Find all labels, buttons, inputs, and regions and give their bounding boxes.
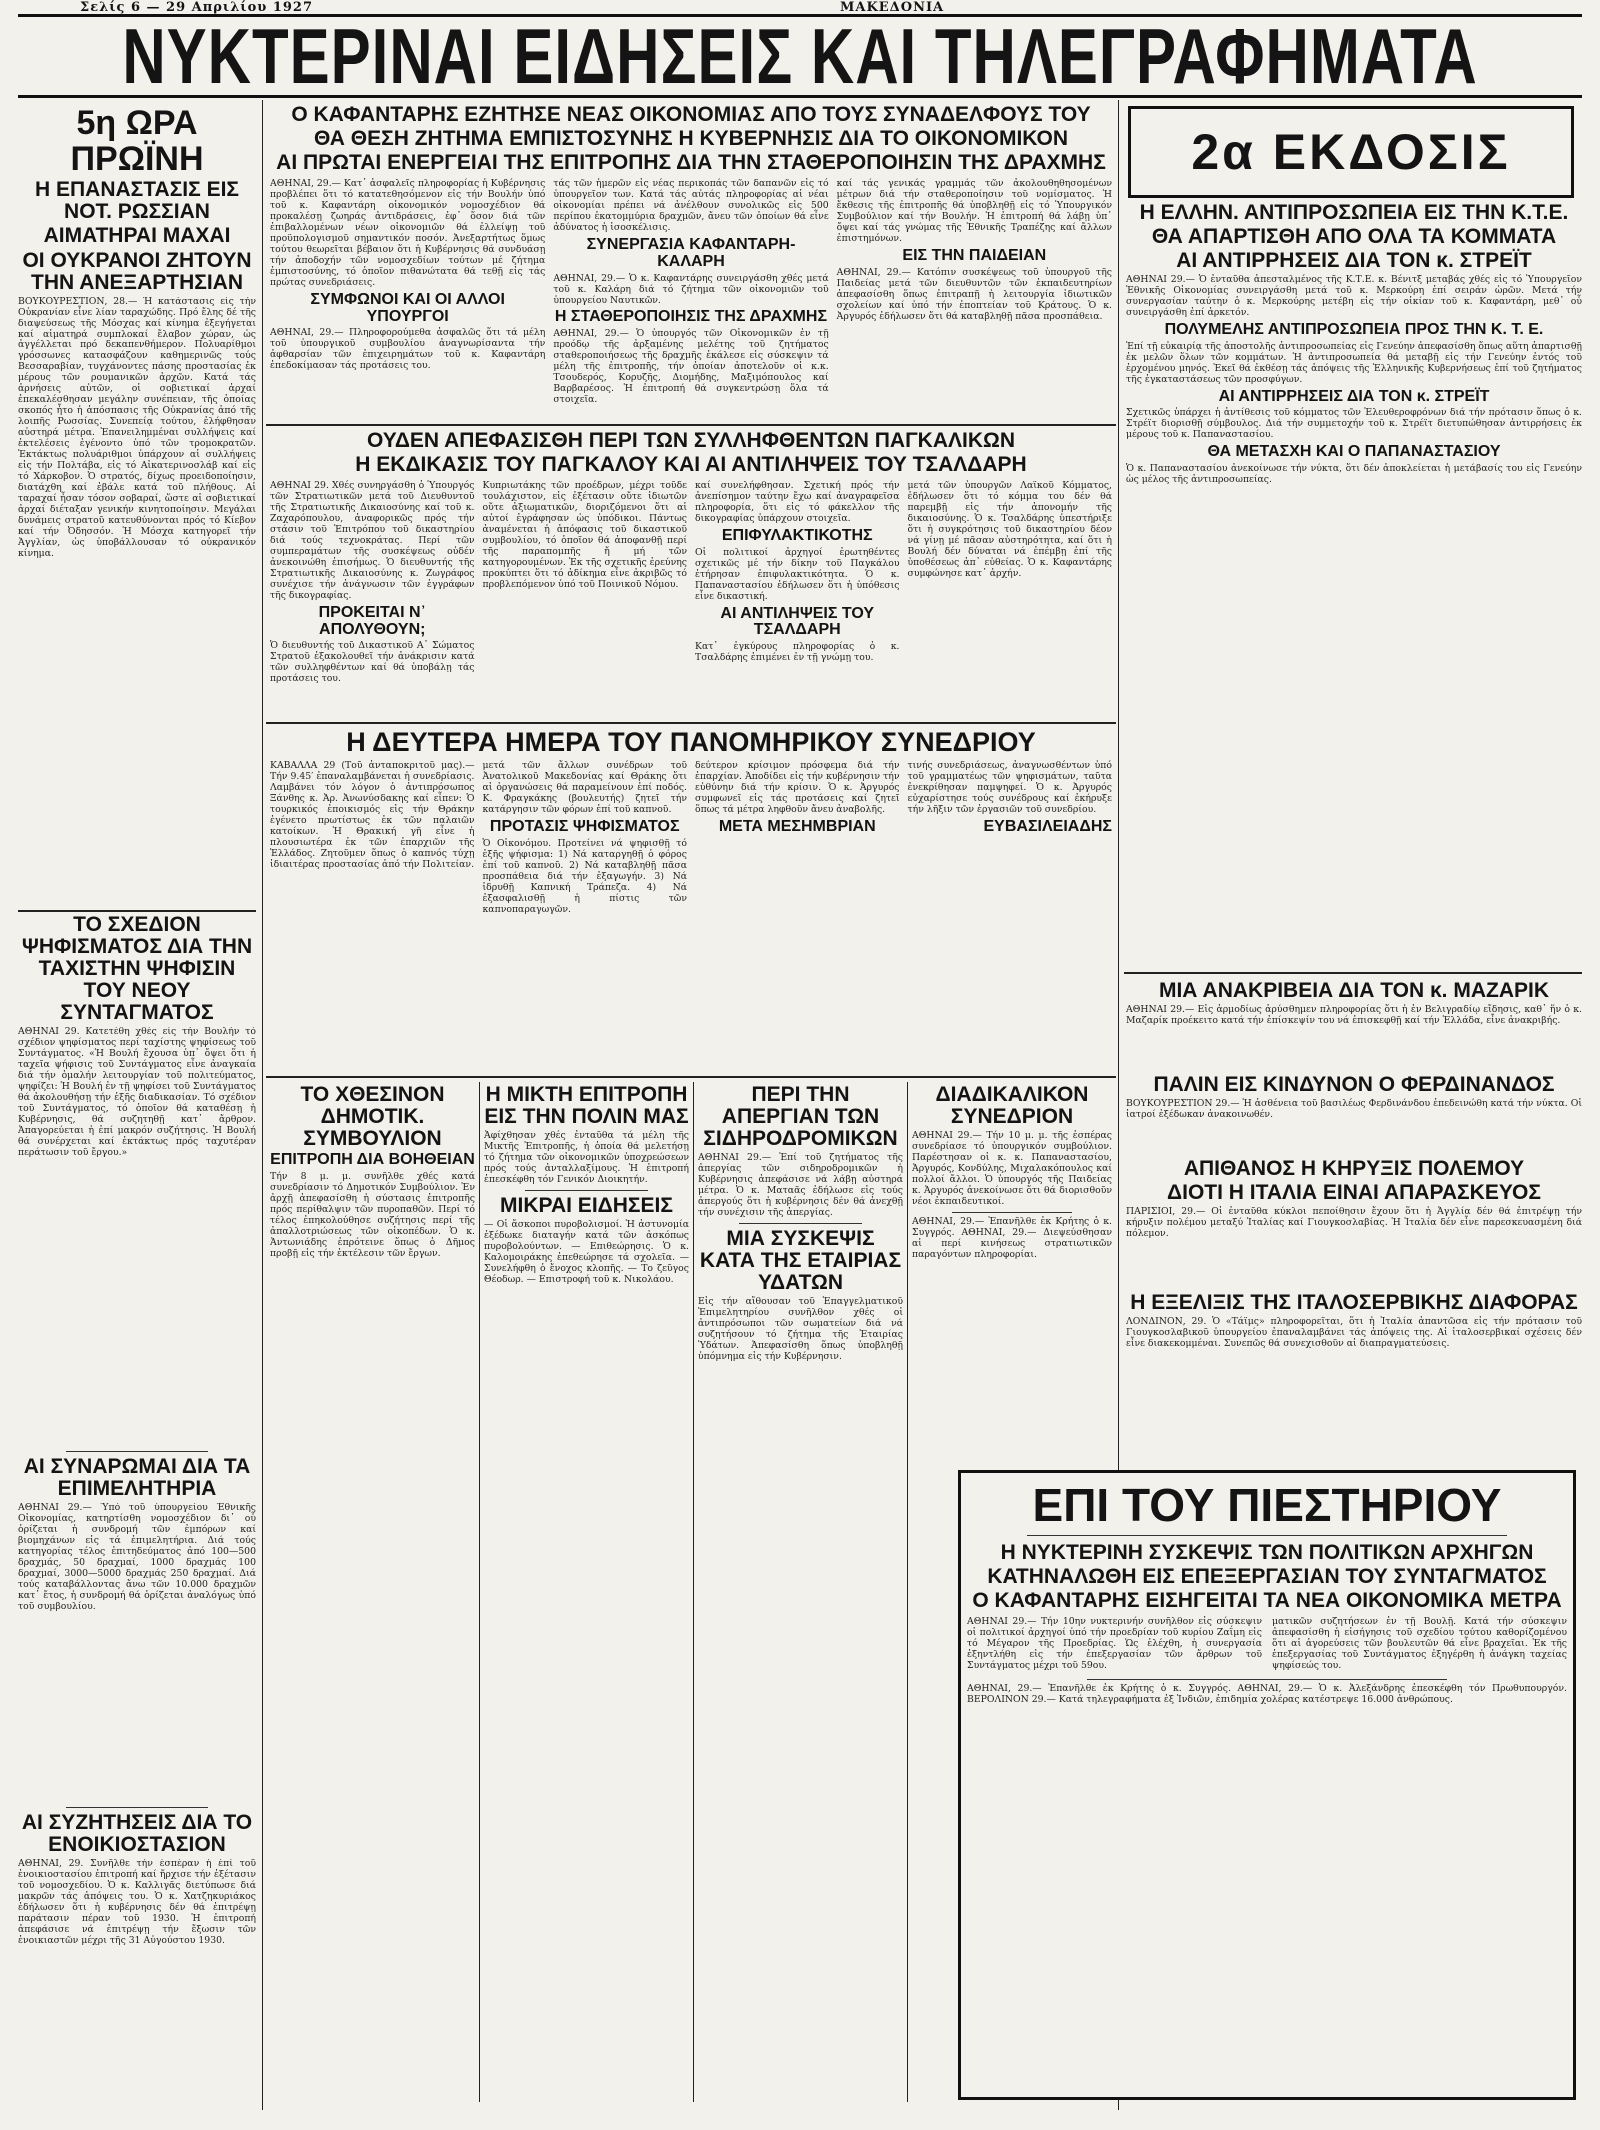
pangalos-col3: καί συνελήφθησαν. Σχετική πρός τήν ἀνεπίσημον ταύτην ἔχω καί ἀναγραφεῖσα πληροφορία, ὅτι εἰς τό φάκελλον τῆς δικογραφίας ὑπάρχουν στοιχεῖα.	[695, 480, 900, 524]
joint-title: Η ΜΙΚΤΗ ΕΠΙΤΡΟΠΗ ΕΙΣ ΤΗΝ ΠΟΛΙΝ ΜΑΣ	[484, 1083, 689, 1129]
press-box	[958, 1470, 1576, 2100]
courts-text-2: ΑΘΗΝΑΙ, 29.— Ἐπανῆλθε ἐκ Κρήτης ὁ κ. Συγγρός. ΑΘΗΝΑΙ, 29.— Διεψεύσθησαν αἱ περί κινήσεως στρατιωτικῶν παραγόντων πληροφορίαι.	[912, 1215, 1112, 1260]
economy-sub1: ΣΥΜΦΩΝΟΙ ΚΑΙ ΟΙ ΑΛΛΟΙ ΥΠΟΥΡΓΟΙ	[310, 290, 505, 325]
municipal-article	[270, 1082, 475, 2102]
economy-col1b: ΑΘΗΝΑΙ, 29.— Πληροφορούμεθα ἀσφαλῶς ὅτι τά μέλη τοῦ ὑπουργικοῦ συμβουλίου ἀναγνωρίσαντα τήν ἀφθαρσίαν τῶν ἐπιχειρημάτων τοῦ κ. Καφαντάρη ἐπεδοκίμασαν τάς προτάσεις του.	[270, 327, 546, 372]
pangalos-article	[270, 428, 1112, 718]
section-rule	[1124, 972, 1582, 974]
column-divider	[479, 1082, 480, 2102]
municipal-title: ΤΟ ΧΘΕΣΙΝΟΝ ΔΗΜΟΤΙΚ. ΣΥΜΒΟΥΛΙΟΝ	[300, 1083, 445, 1151]
economy-headline-3: ΑΙ ΠΡΩΤΑΙ ΕΝΕΡΓΕΙΑΙ ΤΗΣ ΕΠΙΤΡΟΠΗΣ ΔΙΑ ΤΗΝ ΣΤΑΘΕΡΟΠΟΙΗΣΙΝ ΤΗΣ ΔΡΑΧΜΗΣ	[276, 151, 1106, 175]
press-headline-1: Η ΝΥΚΤΕΡΙΝΗ ΣΥΣΚΕΨΙΣ ΤΩΝ ΠΟΛΙΤΙΚΩΝ ΑΡΧΗΓΩΝ	[1000, 1541, 1534, 1565]
ferdinand-title: ΠΑΛΙΝ ΕΙΣ ΚΙΝΔΥΝΟΝ Ο ΦΕΡΔΙΝΑΝΔΟΣ	[1153, 1073, 1555, 1096]
russia-text: ΒΟΥΚΟΥΡΕΣΤΙΟΝ, 28.— Ἡ κατάστασις εἰς τήν Οὐκρανίαν εἶνε λίαν ταραχώδης. Πρό ἔλης δέ τῆς διαψεύσεως τῆς Μόσχας καί κίνημα ἐξεγήγεται καί αἱματηρά συμπλοκαί ἔλαβον χώραν, ὡς ἀγγέλλεται πρό δεκαπενθήμερον. Πολυαρίθμοι γρόσσωνες κατασφάζουν καθημερινῶς τούς Βεσσαραβίαν, τυγχάνοντες πάσης προστασίας ἐκ μέρους τῶν ρουμανικῶν ἀρχῶν. Κατά τάς ἀρνήσεις αὐτῶν, οἱ σοβιετικαί ἀρχαί ἐπεκαλέσθησαν μεγάλην συνέπειαν, τῆς ὁποίας σκοπός ἦτο ἡ ἀπόσπασις τῆς Οὐκρανίας ἀπό τῆς λοιπῆς Ρωσσίας. Συνεπείᾳ τούτου, ἐλήφθησαν αὐστηρά μέτρα. Ἐπανειλημμέναι συλλήψεις καί ἐκτελέσεις ἐγένοντο ὑπό τῶν τρομοκρατῶν. Ἐκτάκτως πολυάριθμοι ὑπάρχουν αἱ συλλήψεις εἰς τήν Πολτάβα, εἰς τό Αἰκατερινοσλάβ καί εἰς τό Χάρκοβον. Ὁ στρατός, δίχως προειδοποίησιν, διατάχθη καί ἐβάλε κατά τοῦ πλήθους. Αἱ ταραχαί ἦσαν τόσον σοβαραί, ὥστε αἱ σοβιετικαί ἀρχαί διέταξαν γενικήν κινητοποίησιν. Μεγάλαι δυνάμεις στρατοῦ κατευθύνονται πρός τό Κίεβον καί τήν Ὀδησσόν. Ἡ Μόσχα κατηγορεῖ τήν Ἀγγλίαν, ὡς ὑποβάλλουσαν τό οὐκρανικόν κίνημα.	[18, 296, 256, 559]
column-divider	[907, 1082, 908, 2102]
column-divider	[262, 100, 263, 2110]
strike-title: ΠΕΡΙ ΤΗΝ ΑΠΕΡΓΙΑΝ ΤΩΝ ΣΙΔΗΡΟΔΡΟΜΙΚΩΝ	[703, 1083, 898, 1151]
economy-sub2: ΣΥΝΕΡΓΑΣΙΑ ΚΑΦΑΝΤΑΡΗ-ΚΑΛΑΡΗ	[586, 235, 796, 270]
kte-headline-2: ΘΑ ΑΠΑΡΤΙΣΘΗ ΑΠΟ ΟΛΑ ΤΑ ΚΟΜΜΑΤΑ	[1151, 225, 1557, 249]
congress-col4: τινής συνεδριάσεως, ἀναγνωσθέντων ὑπό τοῦ γραμματέως τῶν ψηφισμάτων, ταῦτα ἐνεκρίθησαν παμψηφεί. Ὁ κ. Ἀργυρός εὐχαρίστησε τούς συνέδρους καί ἐκήρυξε τήν λῆξιν τῶν ἐργασιῶν τοῦ συνεδρίου.	[907, 760, 1112, 816]
kte-sub2: ΑΙ ΑΝΤΙΡΡΗΣΕΙΣ ΔΙΑ ΤΟΝ κ. ΣΤΡΕΪΤ	[1218, 387, 1490, 405]
kte-text-4: Ὁ κ. Παπαναστασίου ἀνεκοίνωσε τήν νύκτα, ὅτι δέν ἀποκλείεται ἡ μετάβασίς του εἰς Γενεύην ὡς μέλος τῆς ἀντιπροσωπείας.	[1126, 463, 1582, 486]
economy-headline-1: Ο ΚΑΦΑΝΤΑΡΗΣ ΕΖΗΤΗΣΕ ΝΕΑΣ ΟΙΚΟΝΟΜΙΑΣ ΑΠΟ ΤΟΥΣ ΣΥΝΑΔΕΛΦΟΥΣ ΤΟΥ	[291, 103, 1091, 126]
masthead-title: ΝΥΚΤΕΡΙΝΑΙ ΕΙΔΗΣΕΙΣ ΚΑΙ ΤΗΛΕΓΡΑΦΗΜΑΤΑ	[122, 12, 1478, 100]
italy-text: ΠΑΡΙΣΙΟΙ, 29.— Οἱ ἐνταῦθα κύκλοι πεποίθησιν ἔχουν ὅτι ἡ Ἀγγλία δέν θά ἐπιτρέψῃ τήν κήρυξιν πολέμου μεταξύ Ἰταλίας καί Γιουγκοσλαβίας. Ἡ Ἰταλία δέν εἶνε παρεσκευασμένη διά πόλεμον.	[1126, 1206, 1582, 1240]
ferdinand-text: ΒΟΥΚΟΥΡΕΣΤΙΟΝ 29.— Ἡ ἀσθένεια τοῦ βασιλέως Φερδινάνδου ἐπεδεινώθη κατά τήν νύκτα. Οἱ ἰατροί ἐξέδωκαν ἀνακοινωθέν.	[1126, 1098, 1582, 1121]
russia-subtitle: ΑΙΜΑΤΗΡΑΙ ΜΑΧΑΙ	[43, 224, 231, 248]
congress-signature: ΕΥΒΑΣΙΛΕΙΑΔΗΣ	[983, 818, 1112, 836]
economy-sub4: ΕΙΣ ΤΗΝ ΠΑΙΔΕΙΑΝ	[902, 246, 1047, 264]
kte-sub3: ΘΑ ΜΕΤΑΣΧΗ ΚΑΙ Ο ΠΑΠΑΝΑΣΤΑΣΙΟΥ	[1207, 443, 1501, 461]
masaryk-title: ΜΙΑ ΑΝΑΚΡΙΒΕΙΑ ΔΙΑ ΤΟΝ κ. ΜΑΖΑΡΙΚ	[1158, 979, 1550, 1002]
pangalos-col3b: Οἱ πολιτικοί ἀρχηγοί ἐρωτηθέντες σχετικῶς μέ τήν δίκην τοῦ Παγκάλου ἐτήρησαν ἐπιφυλακτικότητα. Ὁ κ. Παπαναστασίου ἐδήλωσεν ὅτι ἡ ὑπόθεσις εἶνε δικαστική.	[695, 546, 900, 602]
kte-text-3: Σχετικῶς ὑπάρχει ἡ ἀντίθεσις τοῦ κόμματος τῶν Ἐλευθεροφρόνων διά τήν πρότασιν ὅπως ὁ κ. Στρέϊτ διορισθῇ σύμβουλος. Διά τήν συμμετοχήν τοῦ κ. Στρέϊτ διετυπώθησαν ἀντιρρήσεις ἐκ μέρους τοῦ κ. Παπαναστασίου.	[1126, 407, 1582, 441]
section-rule	[266, 1076, 1116, 1078]
paper-name: ΜΑΚΕΔΟΝΙΑ	[840, 0, 945, 15]
economy-sub3: Η ΣΤΑΘΕΡΟΠΟΙΗΣΙΣ ΤΗΣ ΔΡΑΧΜΗΣ	[554, 308, 828, 326]
masaryk-text: ΑΘΗΝΑΙ 29.— Εἰς ἁρμοδίως ἀρύσθημεν πληροφορίας ὅτι ἡ ἐν Βελιγραδίῳ εἴδησις, καθ᾽ ἥν ὁ κ. Μαζαρίκ προέκειτο κατά τήν ἐπίσκεψίν του νά ἐπισκεφθῇ καί τήν Ἑλλάδα, εἶνε ἀνακριβής.	[1126, 1004, 1582, 1027]
congress-sub2: ΜΕΤΑ ΜΕΣΗΜΒΡΙΑΝ	[718, 818, 876, 836]
pangalos-sub3: ΑΙ ΑΝΤΙΛΗΨΕΙΣ ΤΟΥ ΤΣΑΛΔΑΡΗ	[720, 604, 875, 639]
congress-article	[270, 726, 1112, 1072]
economy-col3: καί τάς γενικάς γραμμάς τῶν ἀκολουθηθησομένων μέτρων διά τήν σταθεροποίησιν τοῦ νομίσματος. Ἡ ἔκθεσις τῆς ἐπιτροπῆς θά ὑποβληθῇ εἰς τό Ὑπουργικόν Συμβούλιον καί τήν Βουλήν. Ἡ ἐπιτροπή θά λάβῃ ὑπ᾽ ὄψει καί τάς γνώμας τῆς Ἐθνικῆς Τραπέζης καί ἄλλων ἐπιστημόνων.	[836, 178, 1112, 244]
economy-col2b: ΑΘΗΝΑΙ, 29.— Ὁ κ. Καφαντάρης συνειργάσθη χθές μετά τοῦ κ. Καλάρη διά τό ζήτημα τῶν οἰκονομιῶν τοῦ ὑπουργείου Ναυτικῶν.	[553, 272, 829, 306]
merchants-title: ΑΙ ΣΥΝΑΡΩΜΑΙ ΔΙΑ ΤΑ ΕΠΙΜΕΛΗΤΗΡΙΑ	[23, 1454, 251, 1500]
kte-sub1: ΠΟΛΥΜΕΛΗΣ ΑΝΤΙΠΡΟΣΩΠΕΙΑ ΠΡΟΣ ΤΗΝ Κ. Τ. Ε.	[1164, 321, 1544, 339]
joint-committee-article	[484, 1082, 689, 2102]
kte-headline-3: ΑΙ ΑΝΤΙΡΡΗΣΕΙΣ ΔΙΑ ΤΟΝ κ. ΣΤΡΕΪΤ	[1176, 249, 1532, 273]
constitution-title: ΤΟ ΣΧΕΔΙΟΝ ΨΗΦΙΣΜΑΤΟΣ ΔΙΑ ΤΗΝ ΤΑΧΙΣΤΗΝ ΨΗΦΙΣΙΝ ΤΟΥ ΝΕΟΥ ΣΥΝΤΑΓΜΑΤΟΣ	[21, 912, 253, 1024]
news-title: ΜΙΚΡΑΙ ΕΙΔΗΣΕΙΣ	[500, 1193, 673, 1217]
section-rule	[266, 722, 1116, 724]
masaryk-article	[1126, 978, 1582, 1068]
section-rule	[739, 1223, 862, 1224]
italy-headline-1: ΑΠΙΘΑΝΟΣ Η ΚΗΡΥΞΙΣ ΠΟΛΕΜΟΥ	[1183, 1157, 1525, 1180]
kte-headline-1: Η ΕΛΛΗΝ. ΑΝΤΙΠΡΟΣΩΠΕΙΑ ΕΙΣ ΤΗΝ Κ.Τ.Ε.	[1139, 201, 1569, 224]
water-text: Εἰς τήν αἴθουσαν τοῦ Ἐπαγγελματικοῦ Ἐπιμελητηρίου συνῆλθον χθές οἱ ἀντιπρόσωποι τῶν σωματείων διά νά συζητήσουν τό ζήτημα τῆς Ἑταιρίας Ὑδάτων. Ἀπεφασίσθη ὅπως ὑποβληθῇ ὑπόμνημα εἰς τήν Κυβέρνησιν.	[698, 1296, 903, 1362]
section-rule	[1087, 1679, 1447, 1680]
italoserb-text: ΛΟΝΔΙΝΟΝ, 29. Ὁ «Τάϊμς» πληροφορεῖται, ὅτι ἡ Ἰταλία ἀπαντῶσα εἰς τήν πρότασιν τοῦ Γιουγκοσλαβικοῦ ὑπουργείου ἐπαναλαμβάνει τάς ἀπόψεις της. Αἱ ἰταλοσερβικαί σχέσεις δέν εἶνε διακεκομμέναι. Συνεπῶς θά συνεχισθοῦν αἱ διαπραγματεύσεις.	[1126, 1316, 1582, 1349]
pangalos-col2: Κυπριωτάκης τῶν προέδρων, μέχρι τοῦδε τουλάχιστον, εἰς ἐξέτασιν οὔτε ἰδιωτῶν οὔτε ἀξιωματικῶν, διοριζόμενοι ὅτι αἱ αὐτοί ἐγράφησαν ὡς ὑπόδικοι. Πάντως ἀναμένεται ἡ ἀπόφασις τοῦ δικαστικοῦ συμβουλίου, τό ὁποῖον θά ἀποφανθῇ περί τῆς παραπομπῆς ἤ μή τῶν κατηγορουμένων. Ἐκ τῆς σχετικῆς ἐρεύνης προκύπτει ὅτι τό ἀδίκημα εἶνε ἀκριβῶς τό προβλεπόμενον ὑπό τοῦ Ποινικοῦ Νόμου.	[482, 480, 687, 590]
masthead	[18, 14, 1582, 98]
press-col2: ματικῶν συζητήσεων ἐν τῇ Βουλῇ. Κατά τήν σύσκεψιν ἀπεφασίσθη ἡ εἰσήγησις τοῦ σχεδίου τούτου καθορίζομένου ὅτι αἱ ἀγορεύσεις τῶν βουλευτῶν θά εἶνε βραχεῖαι. Ἐκ τῆς ἐπεξεργασίας τοῦ Συντάγματος ἐξηγέρθη ἡ ἀνάγκη ταχείας ψηφίσεώς του.	[1272, 1616, 1567, 1672]
russia-title: Η ΕΠΑΝΑΣΤΑΣΙΣ ΕΙΣ ΝΟΤ. ΡΩΣΣΙΑΝ	[34, 178, 240, 224]
news-text: — Οἱ ἄσκοποι πυροβολισμοί. Ἡ ἀστυνομία ἐξέδωκε διαταγήν κατά τῶν ἀσκόπως πυροβολούντων. — Επιθεώρησις. Ὁ κ. Καλομοιράκης ἐπεθεώρησε τά σχολεῖα. — Συνελήφθη ὁ ἔνοχος κλοπῆς. — Το ζεῦγος Θέοδωρ. — Επιστροφή τοῦ κ. Νικολάου.	[484, 1218, 689, 1285]
pangalos-col1: ΑΘΗΝΑΙ 29. Χθές συνηργάσθη ὁ Ὑπουργός τῶν Στρατιωτικῶν μετά τοῦ Διευθυντοῦ τῆς Στρατιωτικῆς Δικαιοσύνης καί τοῦ κ. Ζαχαρόπουλου, ἀναφορικῶς πρός τήν στάσιν τοῦ Ἐπιτρόπου τοῦ δικαστηρίου διά τούς τεχνοκράτας. Περί τῶν συμπεραμάτων τῆς συσκέψεως οὐδέν ἀνεκοινώθη ἐπισήμως. Ὁ διευθυντής τῆς Στρατιωτικῆς Δικαιοσύνης κ. Ζωγράφος συνέχισε τήν ἀνάγνωσιν τῶν ἐγγράφων τῆς δικογραφίας.	[270, 480, 475, 601]
section-rule	[952, 1212, 1072, 1213]
italy-headline-2: ΔΙΟΤΙ Η ΙΤΑΛΙΑ ΕΙΝΑΙ ΑΠΑΡΑΣΚΕΥΟΣ	[1167, 1181, 1541, 1205]
economy-col2c: ΑΘΗΝΑΙ, 29.— Ὁ ὑπουργός τῶν Οἰκονομικῶν ἐν τῇ προόδῳ τῆς ἀρξαμένης μελέτης τοῦ ζητήματος σταθεροποιήσεως τῆς δραχμῆς ἐκάλεσε εἰς σύσκεψιν τά μέλη τῆς ἐπιτροπῆς, τήν ὁποίαν ἀποτελοῦν οἱ κ.κ. Τσουδερός, Κορυζῆς, Διομήδης, Μαξιμόπουλος καί Βαρβαρέσος. Ἡ ἐπιτροπή θά συγκεντρώσῃ ὅλα τά στοιχεῖα.	[553, 328, 829, 406]
pangalos-col1b: Ὁ διευθυντής τοῦ Δικαστικοῦ Α᾽ Σώματος Στρατοῦ ἐξακολουθεῖ τήν ἀνάκρισιν κατά τῶν συλληφθέντων καί θά ὑποβάλῃ τάς προτάσεις του.	[270, 640, 475, 685]
kte-article	[1126, 200, 1582, 970]
congress-headline: Η ΔΕΥΤΕΡΑ ΗΜΕΡΑ ΤΟΥ ΠΑΝΟΜΗΡΙΚΟΥ ΣΥΝΕΔΡΙΟΥ	[346, 727, 1036, 757]
press-title: ΕΠΙ ΤΟΥ ΠΙΕΣΤΗΡΙΟΥ	[1032, 1479, 1502, 1531]
congress-col2b: Ὁ Οἰκονόμου. Προτείνει νά ψηφισθῇ τό ἑξῆς ψήφισμα: 1) Νά καταργηθῇ ὁ φόρος ἐπί τοῦ καπνοῦ. 2) Νά καταβληθῇ πᾶσα προσπάθεια διά τήν ἐξαγωγήν. 3) Νά ἱδρυθῇ Καπνική Τράπεζα. 4) Νά ἐξασφαλισθῇ ἡ πίστις τῶν καπνοπαραγωγῶν.	[482, 837, 687, 915]
left-column	[18, 104, 256, 2104]
section-rule	[18, 910, 256, 912]
section-rule	[66, 1807, 209, 1808]
edition-label: 2α ΕΚΔΟΣΙΣ	[1191, 124, 1511, 180]
italoserb-article	[1126, 1290, 1582, 1460]
italoserb-title: Η ΕΞΕΛΙΞΙΣ ΤΗΣ ΙΤΑΛΟΣΕΡΒΙΚΗΣ ΔΙΑΦΟΡΑΣ	[1130, 1291, 1578, 1314]
economy-col1: ΑΘΗΝΑΙ, 29.— Κατ᾽ ἀσφαλεῖς πληροφορίας ἡ Κυβέρνησις προβλέπει ὅτι τό κατατεθησόμενον εἰς τήν Βουλήν ὑπό τοῦ κ. Καφαντάρη οἰκονομικόν νομοσχέδιον θά προκαλέσῃ ζωηράς ἀντιδράσεις, ἐφ᾽ ὅσον διά τῶν ἐπιβαλλομένων νέων οἰκονομιῶν θά ἐλλείψῃ τοῦ προϋπολογισμοῦ σημαντικόν ποσόν. Ἀνεξαρτήτως ὅμως τούτου θεωρεῖται βέβαιον ὅτι ἡ Κυβέρνησις θά συνδυάσῃ τήν ἀποδοχήν τῶν νομοσχεδίων τούτων μέ ζήτημα ἐμπιστοσύνης, τό ὁποῖον πιθανώτατα θά τεθῇ εἰς τάς πρώτας συνεδριάσεις.	[270, 178, 546, 288]
press-notes: ΑΘΗΝΑΙ, 29.— Ἐπανῆλθε ἐκ Κρήτης ὁ κ. Συγγρός. ΑΘΗΝΑΙ, 29.— Ὁ κ. Ἀλεξάνδρης ἐπεσκέφθη τόν Πρωθυπουργόν. ΒΕΡΟΛΙΝΟΝ 29.— Κατά τηλεγραφήματα ἐξ Ἰνδιῶν, ἐπιδημία χολέρας κατέστρεψε 16.000 ἀνθρώπους.	[967, 1683, 1567, 1706]
russia-kicker: 5η ΩΡΑ ΠΡΩΪΝΗ	[70, 104, 204, 178]
press-headline-3: Ο ΚΑΦΑΝΤΑΡΗΣ ΕΙΣΗΓΕΙΤΑΙ ΤΑ ΝΕΑ ΟΙΚΟΝΟΜΙΚΑ ΜΕΤΡΑ	[972, 1589, 1562, 1613]
congress-sub: ΠΡΟΤΑΣΙΣ ΨΗΦΙΣΜΑΤΟΣ	[489, 818, 680, 836]
kte-text: ΑΘΗΝΑΙ 29.— Ὁ ἐνταῦθα ἀπεσταλμένος τῆς Κ.Τ.Ε. κ. Βένιτξ μεταβάς χθές εἰς τό Ὑπουργεῖον Ἐθνικῆς Οἰκονομίας συνειργάσθη μετά τοῦ κ. Μερκούρη ἐπί σειράν ὡρῶν. Μετά τήν συνεργασίαν ταύτην ὁ κ. Μερκούρης μετέβη εἰς τήν οἰκίαν τοῦ κ. Καφαντάρη, μεθ᾽ οὗ συνειργάσθη ἐπί ἀρκετόν.	[1126, 274, 1582, 319]
economy-article	[270, 102, 1112, 422]
rent-text: ΑΘΗΝΑΙ, 29. Συνῆλθε τήν ἑσπέραν ἡ ἐπί τοῦ ἐνοικιοστασίου ἐπιτροπή καί ἤρχισε τήν ἐξέτασιν τοῦ νομοσχεδίου. Ὁ κ. Καλλιγᾶς διετύπωσε διά μακρῶν τάς ἀπόψεις του. Ὁ κ. Χατζηκυριάκος ἐδήλωσεν ὅτι ἡ κυβέρνησις δέν θά ἐπιτρέψῃ παράτασιν πέραν τοῦ 1930. Ἡ ἐπιτροπή ἀπεφάσισε νά ἐπιτρέψῃ τήν ἔξωσιν τῶν ἐνοικιαστῶν μέχρι τῆς 31 Αὐγούστου 1930.	[18, 1859, 256, 1946]
economy-headline-2: ΘΑ ΘΕΣΗ ΖΗΤΗΜΑ ΕΜΠΙΣΤΟΣΥΝΗΣ Η ΚΥΒΕΡΝΗΣΙΣ ΔΙΑ ΤΟ ΟΙΚΟΝΟΜΙΚΟΝ	[313, 127, 1068, 151]
congress-col3: δεύτερον κρίσιμον πρόσφεμα διά τήν ἐπαρχίαν. Ἀποδίδει εἰς τήν κυβέρνησιν τήν εὐθύνην διά τήν κρίσιν. Ὁ κ. Ἀργυρός συμφωνεῖ εἰς τάς προτάσεις καί ζητεῖ ὅπως τά μέτρα ληφθοῦν ἄνευ ἀναβολῆς.	[695, 760, 900, 816]
economy-col2: τάς τῶν ἡμερῶν εἰς νέας περικοπάς τῶν δαπανῶν εἰς τό ὑπουργεῖον των. Κατά τάς αὐτάς πληροφορίας αἱ νέαι οἰκονομίαι πρέπει νά ἀνέλθουν συνολικῶς εἰς 500 περίπου ἑκατομμύρια δραχμῶν, ἄνευ τῶν ὁποίων θά εἶνε ἀδύνατος ἡ ἰσοσκέλισις.	[553, 178, 829, 234]
italy-article	[1126, 1156, 1582, 1286]
economy-col3b: ΑΘΗΝΑΙ, 29.— Κατόπιν συσκέψεως τοῦ ὑπουργοῦ τῆς Παιδείας μετά τῶν διευθυντῶν τῶν ἐκπαιδευτηρίων ἀπεφασίσθη ὅπως ἐπιτραπῇ ἡ λειτουργία ἰδιωτικῶν σχολείων καί ὑπό τήν ἐποπτείαν τοῦ Κράτους. Ὁ κ. Ἀργυρός ἐδήλωσεν ὅτι θά καταβληθῇ πᾶσα προσπάθεια.	[836, 266, 1112, 322]
press-headline-2: ΚΑΤΗΝΑΛΩΘΗ ΕΙΣ ΕΠΕΞΕΡΓΑΣΙΑΝ ΤΟΥ ΣΥΝΤΑΓΜΑΤΟΣ	[987, 1565, 1547, 1589]
section-rule	[66, 1451, 209, 1452]
kte-text-2: Ἐπί τῇ εὐκαιρίᾳ τῆς ἀποστολῆς ἀντιπροσωπείας εἰς Γενεύην ἀπεφασίσθη ὅπως αὕτη ἀπαρτισθῇ ἐκ μελῶν ὅλων τῶν κομμάτων. Ἡ ἀντιπροσωπεία θά μεταβῇ εἰς τήν Γενεύην ἐντός τοῦ ἐρχομένου μηνός. Ἐκεῖ θά ἐκθέσῃ τάς ἀπόψεις τῆς Ἑλληνικῆς Κυβερνήσεως ἐπί τοῦ ζητήματος τῆς ἐγκαταστάσεως τῶν προσφύγων.	[1126, 340, 1582, 385]
date-line: Σελίς 6 — 29 Απριλίου 1927	[80, 0, 313, 15]
press-col1: ΑΘΗΝΑΙ 29.— Τήν 10ην νυκτερινήν συνῆλθον εἰς σύσκεψιν οἱ πολιτικοί ἀρχηγοί ὑπό τήν προεδρίαν τοῦ κυρίου Ζαΐμη εἰς τό Μέγαρον τῆς Προεδρίας. Ὡς ἐλέχθη, ἡ συνεργασία ἐξηντλήθη εἰς τήν ἐπεξεργασίαν τῶν ἄρθρων τοῦ Συντάγματος μέχρι τοῦ 59ου.	[967, 1616, 1262, 1672]
congress-col1: ΚΑΒΑΛΛΑ 29 (Τοῦ ἀνταποκριτοῦ μας).— Τήν 9.45′ ἐπαναλαμβάνεται ἡ συνεδρίασις. Λαμβάνει τόν λόγον ὁ ἀντιπρόσωπος Ξάνθης κ. Ἀρ. Ἀνωνύσδακης καί εἶπεν: Ὁ τουρκικός ἐποικισμός εἰς τήν Θράκην ἐγένετο πρωτίστως ἐκ τῶν παλαιῶν κατοίκων. Ἡ Θρακική γῆ εἶνε ἡ πλουσιωτέρα ἐκ τῶν ἐπαρχιῶν τῆς Ἑλλάδος. Ζητοῦμεν ὅπως ὁ καπνός τύχῃ ἰδιαιτέρας προστασίας ἀπό τήν Πολιτείαν.	[270, 760, 475, 871]
congress-col2: μετά τῶν ἄλλων συνέδρων τοῦ Ἀνατολικοῦ Μακεδονίας καί Θράκης ὅτι αἱ ὀργανώσεις θά παραμείνουν ἐπί ποδός. Κ. Φραγκάκης (βουλευτής) ζητεῖ τήν κατάργησιν τῶν φόρων ἐπί τοῦ καπνοῦ.	[482, 760, 687, 816]
pangalos-sub1: ΠΡΟΚΕΙΤΑΙ Ν᾽ ΑΠΟΛΥΘΟΥΝ;	[318, 603, 426, 638]
pangalos-col4: μετά τῶν ὑπουργῶν Λαϊκοῦ Κόμματος, ἐδήλωσεν ὅτι τό κόμμα του δέν θά παρεμβῇ εἰς τήν ἀπονομήν τῆς δικαιοσύνης. Ὁ κ. Τσαλδάρης ὑπεστήριξε ὅτι ἡ συγκρότησις τοῦ δικαστηρίου δέον νά γίνῃ μέ πᾶσαν αὐστηρότητα, καί ὅτι ἡ Βουλή δέν δύναται νά ἐπέμβῃ ἐπί τῆς ὑποθέσεως ἀπ᾽ εὐθείας. Ὁ κ. Καφαντάρης συμφώνησε κατ᾽ ἀρχήν.	[907, 480, 1112, 579]
municipal-text: Τήν 8 μ. μ. συνῆλθε χθές κατά συνεδρίασιν τό Δημοτικόν Συμβούλιον. Ἐν ἀρχῇ ἀπεφασίσθη ἡ σύστασις ἐπιτροπῆς πρός περίθαλψιν τῶν πυροπαθῶν. Περί τό τέλος ἐπηκολούθησε συζήτησις περί τῆς ἀπαλλοτριώσεως τῶν οἰκοπέδων. Ὁ κ. Ἀντωνιάδης ἐπρότεινε ὅπως ὁ Δῆμος προβῇ εἰς τήν ἐκτέλεσιν τῶν ἔργων.	[270, 1170, 475, 1259]
pangalos-headline-1: ΟΥΔΕΝ ΑΠΕΦΑΣΙΣΘΗ ΠΕΡΙ ΤΩΝ ΣΥΛΛΗΦΘΕΝΤΩΝ ΠΑΓΚΑΛΙΚΩΝ	[366, 429, 1016, 452]
strike-text: ΑΘΗΝΑΙ 29.— Ἐπί τοῦ ζητήματος τῆς ἀπεργίας τῶν σιδηροδρομικῶν ἡ Κυβέρνησις ἀπεφάσισε νά λάβῃ αὐστηρά μέτρα. Ὁ κ. Ματαᾶς ἐδήλωσε εἰς τούς ἀπεργούς ὅτι ἡ κυβέρνησις δέν θά ἀνεχθῇ τήν συνέχισιν τῆς ἀπεργίας.	[698, 1152, 903, 1218]
section-rule	[525, 1190, 648, 1191]
pangalos-headline-2: Η ΕΚΔΙΚΑΣΙΣ ΤΟΥ ΠΑΓΚΑΛΟΥ ΚΑΙ ΑΙ ΑΝΤΙΛΗΨΕΙΣ ΤΟΥ ΤΣΑΛΔΑΡΗ	[355, 453, 1027, 477]
water-title: ΜΙΑ ΣΥΣΚΕΨΙΣ ΚΑΤΑ ΤΗΣ ΕΤΑΙΡΙΑΣ ΥΔΑΤΩΝ	[699, 1226, 902, 1295]
ferdinand-article	[1126, 1072, 1582, 1152]
russia-subtitle-2: ΟΙ ΟΥΚΡΑΝΟΙ ΖΗΤΟΥΝ ΤΗΝ ΑΝΕΞΑΡΤΗΣΙΑΝ	[22, 248, 252, 294]
constitution-text: ΑΘΗΝΑΙ 29. Κατετέθη χθές εἰς τήν Βουλήν τό σχέδιον ψηφίσματος περί ταχίστης ψηφίσεως τοῦ Συντάγματος. «Ἡ Βουλή ἔχουσα ὑπ᾽ ὄψει ὅτι ἡ ταχεῖα ψήφισις τοῦ Συντάγματος εἶνε ἀναγκαία διά τήν ὁμαλήν λειτουργίαν τοῦ πολιτεύματος, ψηφίζει: Ἡ Βουλή ἐν τῇ ψηφίσει τοῦ Συντάγματος θά ἀκολουθήσῃ τήν ἑξῆς διαδικασίαν. Τό σχέδιον τοῦ Συντάγματος, τό ὁποῖον θά καταθέσῃ ἡ Κυβέρνησις, θά συζητηθῇ κατ᾽ ἄρθρον. Ἀπαγορεύεται ἡ ἐπί μακρόν συζήτησις. Ἡ Βουλή θά συνέρχεται καί ἐκτάκτως πρός ταχυτέραν περάτωσιν τοῦ ἔργου.»	[18, 1026, 256, 1158]
pangalos-sub2: ΕΠΙΦΥΛΑΚΤΙΚΟΤΗΣ	[721, 526, 873, 544]
strike-article	[698, 1082, 903, 2102]
column-divider	[693, 1082, 694, 2102]
merchants-text: ΑΘΗΝΑΙ 29.— Ὑπό τοῦ ὑπουργείου Ἐθνικῆς Οἰκονομίας, κατηρτίσθη νομοσχέδιον δι᾽ οὗ ὁρίζεται ἡ συνδρομή τῶν ἐμπόρων καί βιομηχάνων εἰς τά ἐπιμελητήρια. Διά τούς κατηγορίας τέλος ἐπιτηδεύματος ἀπό 100—500 δραχμάς, 50 δραχμαί, 1000 δραχμάς 100 δραχμαί, 3000—5000 δραχμάς 250 δραχμαί. Διά τούς καταβάλλοντας ἄνω τῶν 10.000 δραχμῶν κατ᾽ ἔτος, ἡ συνδρομή θά ὁρίζεται ἀναλόγως ὑπό τοῦ συμβουλίου.	[18, 1502, 256, 1612]
municipal-subtitle: ΕΠΙΤΡΟΠΗ ΔΙΑ ΒΟΗΘΕΙΑΝ	[270, 1151, 475, 1169]
joint-text: Ἀφίχθησαν χθές ἐνταῦθα τά μέλη τῆς Μικτῆς Ἐπιτροπῆς, ἡ ὁποία θά μελετήσῃ τό ζήτημα τῶν οἰκονομικῶν ὑποχρεώσεων πρός τούς ἀνταλλαξίμους. Ἡ ἐπιτροπή ἐπεσκέφθη τόν Γενικόν Διοικητήν.	[484, 1130, 689, 1185]
section-rule	[266, 424, 1116, 426]
courts-text: ΑΘΗΝΑΙ 29.— Τήν 10 μ. μ. τῆς ἑσπέρας συνεδρίασε τό ὑπουργικόν συμβούλιον. Παρέστησαν οἱ κ. κ. Παπαναστασίου, Ἀργυρός, Κονδύλης, Μιχαλακόπουλος καί πολλοί ἄλλοι. Ὁ ὑπουργός τῆς Παιδείας κ. Ἀργυρός ἀνεκοίνωσε ὅτι θά διορισθοῦν νέοι ἐκπαιδευτικοί.	[912, 1130, 1112, 1207]
pangalos-col3c: Κατ᾽ ἐγκύρους πληροφορίας ὁ κ. Τσαλδάρης ἐπιμένει ἐν τῇ γνώμῃ του.	[695, 641, 900, 664]
edition-box	[1128, 106, 1574, 198]
rent-title: ΑΙ ΣΥΖΗΤΗΣΕΙΣ ΔΙΑ ΤΟ ΕΝΟΙΚΙΟΣΤΑΣΙΟΝ	[21, 1810, 253, 1856]
section-rule	[1027, 1535, 1507, 1536]
courts-title: ΔΙΑΔΙΚΑΛΙΚΟΝ ΣΥΝΕΔΡΙΟΝ	[935, 1083, 1089, 1129]
